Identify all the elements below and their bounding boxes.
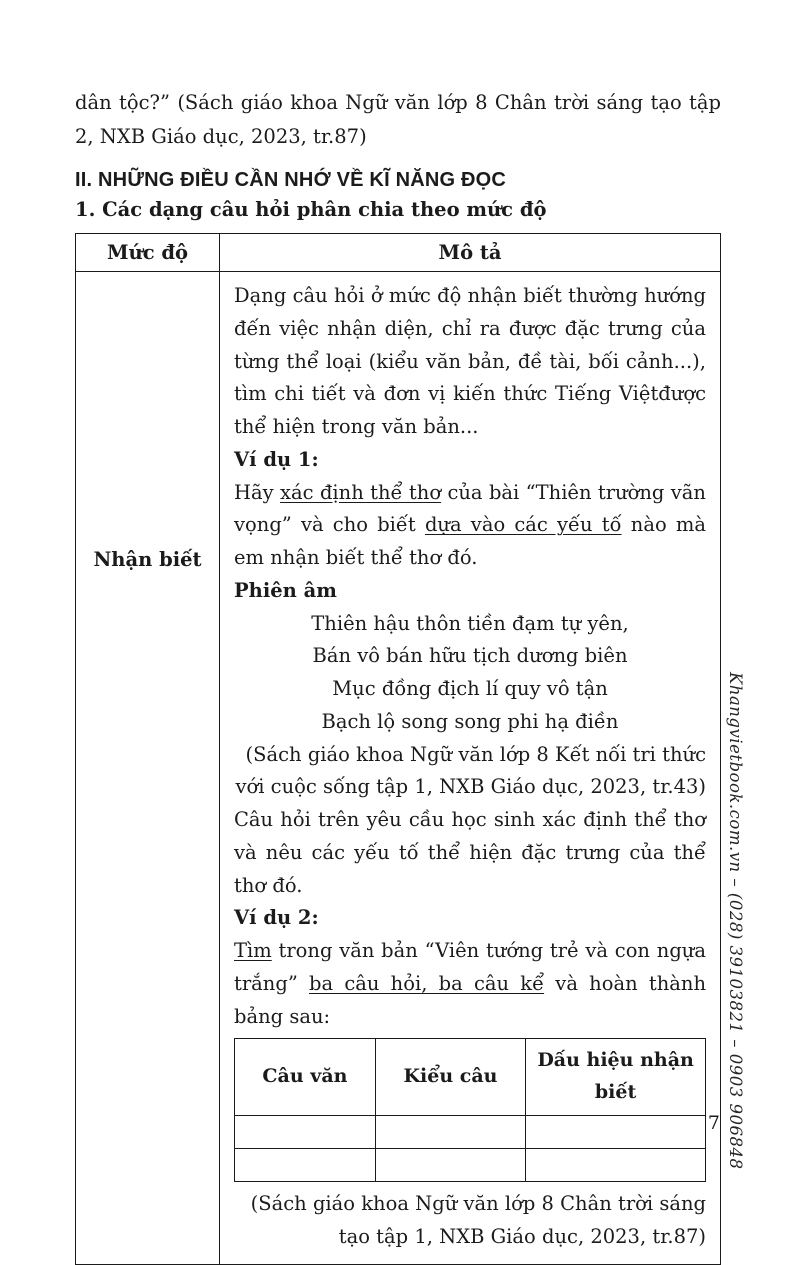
empty-cell <box>375 1116 525 1149</box>
levels-table-row-nhan-biet <box>76 272 721 1265</box>
empty-cell <box>526 1116 706 1149</box>
citation-2: (Sách giáo khoa Ngữ văn lớp 8 Chân trời sáng tạo tập 1, NXB Giáo dục, 2023, tr.87) <box>250 1192 706 1248</box>
example-1-question-mid: của bài “Thiên trường vãn vọng” và cho biết <box>234 480 706 537</box>
levels-table-header-row <box>76 234 721 272</box>
example-1-question-post: nào mà em nhận biết thể thơ đó. <box>234 513 706 570</box>
example-1-question-pre: Hãy <box>234 480 281 504</box>
sentence-type-table <box>234 1038 706 1182</box>
example-2-question-post: và hoàn thành bảng sau: <box>234 971 707 1028</box>
watermark-vertical-text: Khangvietbook.com.vn – (028) 39103821 – 0903 906848 <box>726 672 745 1170</box>
empty-row <box>235 1116 706 1149</box>
empty-cell <box>375 1149 525 1182</box>
poem-line: Bán vô bán hữu tịch dương biên <box>312 644 628 668</box>
example-2-underlined-1: Tìm <box>234 939 272 963</box>
example-1-underlined-2: dựa vào các yếu tố <box>424 513 622 537</box>
column-header-mo-ta: Mô tả <box>220 234 721 272</box>
page-number: 7 <box>707 1112 720 1134</box>
level-label-cell: Nhận biết <box>76 272 220 1265</box>
level-description-cell <box>220 272 721 1265</box>
example-1-underlined-1: xác định thể thơ <box>280 480 442 504</box>
sentence-type-header-row <box>235 1039 706 1116</box>
column-header-cau-van: Câu văn <box>235 1039 376 1116</box>
column-header-kieu-cau: Kiểu câu <box>375 1039 525 1116</box>
example-2-underlined-2: ba câu hỏi, ba câu kể <box>309 971 545 995</box>
poem-line: Bạch lộ song song phi hạ điền <box>321 709 619 733</box>
analysis-paragraph: Câu hỏi trên yêu cầu học sinh xác định thể thơ và nêu các yếu tố thể hiện đặc trưng của thể thơ đó. <box>234 808 706 897</box>
empty-cell <box>526 1149 706 1182</box>
example-2-question <box>234 935 706 1033</box>
poem-line: Mục đồng địch lí quy vô tận <box>332 677 608 701</box>
column-header-dau-hieu: Dấu hiệu nhận biết <box>526 1039 706 1116</box>
example-1-question <box>234 477 706 575</box>
poem-block <box>234 608 706 739</box>
poem-line: Thiên hậu thôn tiền đạm tự yên, <box>311 611 629 635</box>
section-heading: II. NHỮNG ĐIỀU CẦN NHỚ VỀ KĨ NĂNG ĐỌC <box>75 169 507 192</box>
phien-am-label: Phiên âm <box>234 578 337 602</box>
intro-paragraph: dân tộc?” (Sách giáo khoa Ngữ văn lớp 8 Chân trời sáng tạo tập 2, NXB Giáo dục, 2023, tr.87) <box>75 91 721 148</box>
column-header-muc-do: Mức độ <box>76 234 220 272</box>
empty-row <box>235 1149 706 1182</box>
subsection-heading: 1. Các dạng câu hỏi phân chia theo mức độ <box>75 198 547 222</box>
levels-table <box>75 233 721 1265</box>
empty-cell <box>235 1149 376 1182</box>
description-paragraph: Dạng câu hỏi ở mức độ nhận biết thường hướng đến việc nhận diện, chỉ ra được đặc trưng của từng thể loại (kiểu văn bản, đề tài, bối cảnh...), tìm chi tiết và đơn vị kiến thức Tiếng Việtđược thể hiện trong văn bản... <box>234 284 706 439</box>
example-1-label: Ví dụ 1: <box>234 447 319 471</box>
citation-1: (Sách giáo khoa Ngữ văn lớp 8 Kết nối tri thức với cuộc sống tập 1, NXB Giáo dục, 2023, tr.43) <box>235 742 706 799</box>
empty-cell <box>235 1116 376 1149</box>
example-2-question-mid: trong văn bản “Viên tướng trẻ và con ngựa trắng” <box>234 939 706 995</box>
page-content <box>75 86 721 1265</box>
example-2-label: Ví dụ 2: <box>234 906 319 930</box>
